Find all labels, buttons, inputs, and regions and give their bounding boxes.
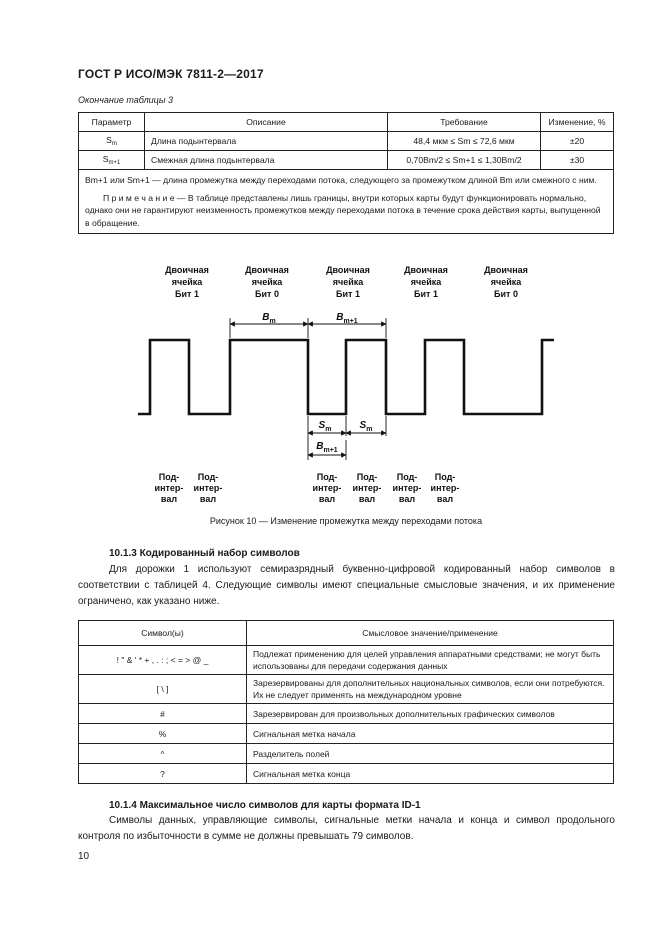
- cell-label-bit: Бит 1: [175, 289, 199, 299]
- symbols-table: [78, 620, 614, 784]
- meaning-cell: Зарезервирован для произвольных дополнительных графических символов: [247, 704, 614, 724]
- meaning-cell: Подлежат применению для целей управления аппаратными средствами; не могут быть использованы для передачи содержания данных: [247, 646, 614, 675]
- change-cell: ±30: [541, 151, 614, 170]
- cell-label-bit: Бит 0: [494, 289, 518, 299]
- table-row: [79, 132, 614, 151]
- document-header: ГОСТ Р ИСО/МЭК 7811-2—2017: [78, 67, 264, 81]
- table-header-row: [79, 621, 614, 646]
- cell-label-line1: Двоичная: [484, 265, 528, 275]
- subinterval-label: Под-интер-вал: [352, 472, 382, 504]
- desc-cell: Смежная длина подынтервала: [145, 151, 388, 170]
- change-cell: ±20: [541, 132, 614, 151]
- symbol-cell: #: [79, 704, 247, 724]
- cell-label-line2: ячейка: [251, 277, 283, 287]
- meaning-cell: Зарезервированы для дополнительных национальных символов, если они потребуются. Их не следует применять на международном уровне: [247, 675, 614, 704]
- table-row: [79, 675, 614, 704]
- cell-label-bit: Бит 1: [414, 289, 438, 299]
- symbol-cell: %: [79, 724, 247, 744]
- table-row: [79, 724, 614, 744]
- table-row: [79, 646, 614, 675]
- req-cell: 48,4 мкм ≤ Sm ≤ 72,6 мкм: [388, 132, 541, 151]
- flux-waveform: [138, 340, 554, 414]
- bm1-half-label: $B_{m+1}$: [316, 441, 338, 454]
- cell-label-line1: Двоичная: [165, 265, 209, 275]
- cell-label-bit: Бит 1: [336, 289, 360, 299]
- cell-label-line2: ячейка: [332, 277, 364, 287]
- cell-label-line2: ячейка: [490, 277, 522, 287]
- column-header: Параметр: [79, 113, 145, 132]
- meaning-cell: Сигнальная метка начала: [247, 724, 614, 744]
- meaning-cell: Сигнальная метка конца: [247, 764, 614, 784]
- section-paragraph: Для дорожки 1 используют семиразрядный буквенно-цифровой кодированный набор символов в соответствии с таблицей 4. Следующие символы имеют специальные смысловые значения, и их применение ограничено, как указано ниже.: [78, 564, 615, 607]
- parameters-table: [78, 112, 614, 234]
- subinterval-label: Под-интер-вал: [193, 472, 223, 504]
- cell-label-bit: Бит 0: [255, 289, 279, 299]
- subinterval-label: Под-интер-вал: [154, 472, 184, 504]
- table-notes: [79, 170, 614, 234]
- column-header: Описание: [145, 113, 388, 132]
- remark-note: П р и м е ч а н и е — В таблице представлены лишь границы, внутри которых карты будут функционировать нормально, однако они не гарантируют неизменность промежутков между переходами потока в течение срока действия карты, выпущенной в обращение.: [85, 192, 601, 228]
- cell-label-line2: ячейка: [410, 277, 442, 287]
- desc-cell: Длина подынтервала: [145, 132, 388, 151]
- cell-label-line2: ячейка: [171, 277, 203, 287]
- page-number: 10: [78, 851, 90, 862]
- cell-label-line1: Двоичная: [404, 265, 448, 275]
- column-header: Требование: [388, 113, 541, 132]
- section-paragraph: Символы данных, управляющие символы, сигнальные метки начала и конца и символ продольного контроля по избыточности в сумме не должны превышать 79 символов.: [78, 815, 615, 842]
- table-notes-row: [79, 170, 614, 234]
- section-title: 10.1.3 Кодированный набор символов: [109, 548, 300, 559]
- definition-note: Bm+1 или Sm+1 — длина промежутка между переходами потока, следующего за промежутком длиной Bm или смежного с ним.: [85, 175, 597, 185]
- req-cell: 0,70Bm/2 ≤ Sm+1 ≤ 1,30Bm/2: [388, 151, 541, 170]
- bm1-label: $B_{m+1}$: [336, 312, 358, 325]
- column-header: Смысловое значение/применение: [247, 621, 614, 646]
- subinterval-label: Под-интер-вал: [312, 472, 342, 504]
- meaning-cell: Разделитель полей: [247, 744, 614, 764]
- column-header: Символ(ы): [79, 621, 247, 646]
- symbol-cell: [ \ ]: [79, 675, 247, 704]
- table-row: [79, 744, 614, 764]
- column-header: Изменение, %: [541, 113, 614, 132]
- table-header-row: [79, 113, 614, 132]
- sm-label: $S_m$: [318, 420, 332, 433]
- table-row: [79, 704, 614, 724]
- sm1-label: $S_m$: [359, 420, 373, 433]
- section-title: 10.1.4 Максимальное число символов для карты формата ID-1: [109, 800, 421, 811]
- table-row: [79, 764, 614, 784]
- figure-caption: Рисунок 10 — Изменение промежутка между переходами потока: [209, 516, 483, 526]
- flux-transition-figure: [78, 258, 614, 510]
- symbol-cell: ^: [79, 744, 247, 764]
- symbol-cell: ! " & ' * + , . : ; < = > @ _: [79, 646, 247, 675]
- table-caption: Окончание таблицы 3: [78, 95, 173, 105]
- table-row: [79, 151, 614, 170]
- param-cell: $S_{m+1}$: [79, 151, 145, 170]
- cell-label-line1: Двоичная: [245, 265, 289, 275]
- bm-label: $B_m$: [262, 312, 276, 325]
- param-cell: $S_m$: [79, 132, 145, 151]
- subinterval-label: Под-интер-вал: [430, 472, 460, 504]
- subinterval-label: Под-интер-вал: [392, 472, 422, 504]
- symbol-cell: ?: [79, 764, 247, 784]
- cell-label-line1: Двоичная: [326, 265, 370, 275]
